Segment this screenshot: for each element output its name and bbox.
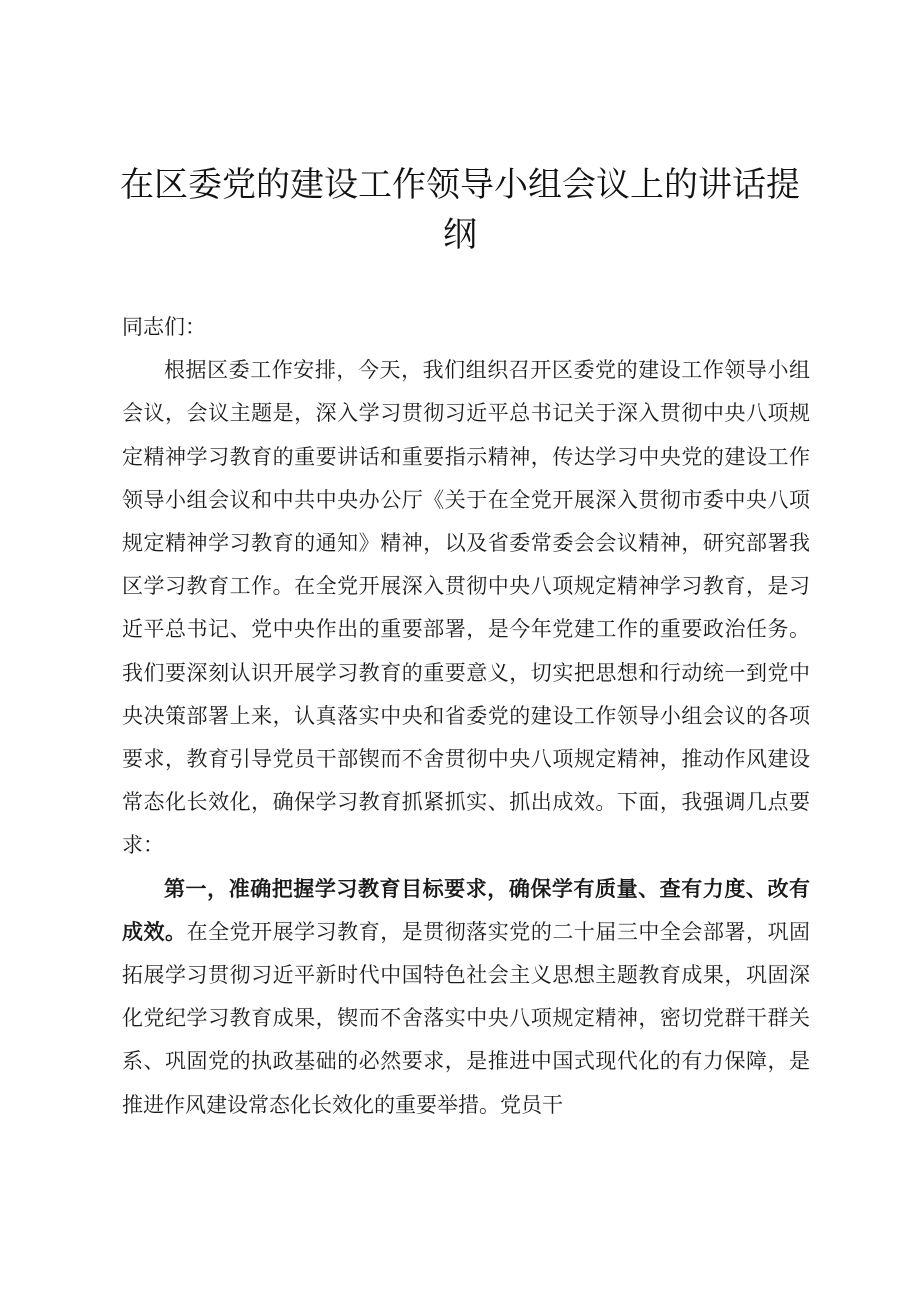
document-title: 在区委党的建设工作领导小组会议上的讲话提纲 — [120, 165, 800, 255]
first-point-heading: 第一，准确把握学习教育目标要求，确保学有质量、查有力度、改有成效。 — [122, 876, 810, 944]
salutation: 同志们： — [122, 315, 206, 339]
first-point-text: 在全党开展学习教育，是贯彻落实党的二十届三中全会部署，巩固拓展学习贯彻习近平新时代中国特色社会主义思想主题教育成果，巩固深化党纪学习教育成果，锲而不舍落实中央八项规定精神，密切党群干群关系、巩固党的执政基础的必然要求，是推进中国式现代化的有力保障，是推进作风建设常态化长效化的重要举措。党员干 — [122, 919, 811, 1117]
paragraph-intro: 根据区委工作安排，今天，我们组织召开区委党的建设工作领导小组会议，会议主题是，深入学习贯彻习近平总书记关于深入贯彻中央八项规定精神学习教育的重要讲话和重要指示精神，传达学习中央党的建设工作领导小组会议和中共中央办公厅《关于在全党开展深入贯彻市委中央八项规定精神学习教育的通知》精神，以及省委常委会会议精神，研究部署我区学习教育工作。在全党开展深入贯彻中央八项规定精神学习教育，是习近平总书记、党中央作出的重要部署，是今年党建工作的重要政治任务。我们要深刻认识开展学习教育的重要意义，切实把思想和行动统一到党中央决策部署上来，认真落实中央和省委党的建设工作领导小组会议的各项要求，教育引导党员干部锲而不舍贯彻中央八项规定精神，推动作风建设常态化长效化，确保学习教育抓紧抓实、抓出成效。下面，我强调几点要求： — [122, 358, 810, 858]
paragraph-first-point — [122, 868, 810, 1127]
document-body — [122, 306, 810, 1127]
